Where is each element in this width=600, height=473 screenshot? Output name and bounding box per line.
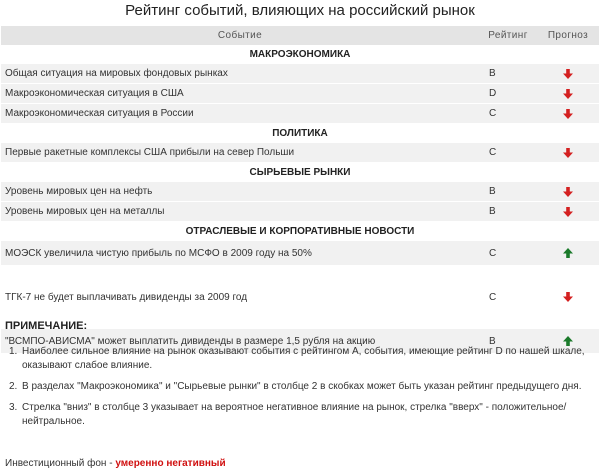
- section-title: ОТРАСЛЕВЫЕ И КОРПОРАТИВНЫЕ НОВОСТИ: [1, 222, 599, 242]
- note-item: [5, 380, 595, 394]
- forecast-cell: [537, 104, 599, 124]
- row-spacer: [1, 310, 599, 330]
- note-text: Стрелка "вниз" в столбце 3 указывает на вероятное негативное влияние на рынок, стрелка "вверх" - положительное/нейтральное.: [22, 402, 567, 427]
- investment-label: Инвестиционный фон -: [5, 458, 116, 469]
- forecast-cell: [537, 241, 599, 266]
- arrow-down-icon: [562, 108, 574, 120]
- table-row: [1, 202, 599, 222]
- rating-cell: C: [479, 285, 537, 310]
- rating-cell: B: [479, 329, 537, 354]
- forecast-cell: [537, 84, 599, 104]
- notes-list: [5, 338, 595, 429]
- table-row: [1, 64, 599, 84]
- arrow-down-icon: [562, 88, 574, 100]
- table-row: [1, 182, 599, 202]
- note-text: В разделах "Макроэкономика" и "Сырьевые рынки" в столбце 2 в скобках может быть указан рейтинг предыдущего дня.: [22, 381, 582, 392]
- row-spacer-cell: [1, 266, 599, 286]
- rating-cell: C: [479, 143, 537, 163]
- rating-cell: D: [479, 84, 537, 104]
- table-row: [1, 143, 599, 163]
- event-cell: Уровень мировых цен на металлы: [1, 202, 479, 222]
- arrow-down-icon: [562, 186, 574, 198]
- rating-cell: C: [479, 104, 537, 124]
- table-row: [1, 104, 599, 124]
- row-spacer-cell: [1, 310, 599, 330]
- note-item: [5, 345, 595, 373]
- section-title: СЫРЬЕВЫЕ РЫНКИ: [1, 163, 599, 183]
- section-title: МАКРОЭКОНОМИКА: [1, 45, 599, 64]
- table-body: [1, 45, 599, 354]
- section-header-row: [1, 124, 599, 144]
- rating-cell: B: [479, 182, 537, 202]
- investment-background: [5, 458, 226, 469]
- section-header-row: [1, 45, 599, 64]
- note-item: [5, 401, 595, 429]
- forecast-cell: [537, 143, 599, 163]
- forecast-cell: [537, 285, 599, 310]
- table-row: [1, 84, 599, 104]
- arrow-down-icon: [562, 206, 574, 218]
- notes-title: ПРИМЕЧАНИЕ:: [5, 320, 88, 332]
- arrow-down-icon: [562, 291, 574, 303]
- column-header-forecast: Прогноз: [537, 26, 599, 45]
- rating-cell: B: [479, 64, 537, 84]
- note-text: Наиболее сильное влияние на рынок оказывают события с рейтингом А, события, имеющие рейтинг D по нашей шкале, оказывают слабое влияние.: [22, 346, 585, 371]
- row-spacer: [1, 266, 599, 286]
- note-number: 1.: [9, 346, 18, 357]
- event-cell: Макроэкономическая ситуация в США: [1, 84, 479, 104]
- table-row: [1, 241, 599, 266]
- table-header-row: [1, 26, 599, 45]
- forecast-cell: [537, 64, 599, 84]
- event-cell: Общая ситуация на мировых фондовых рынках: [1, 64, 479, 84]
- section-title: ПОЛИТИКА: [1, 124, 599, 144]
- event-cell: МОЭСК увеличила чистую прибыль по МСФО в 2009 году на 50%: [1, 241, 479, 266]
- event-cell: "ВСМПО-АВИСМА" может выплатить дивиденды в размере 1,5 рубля на акцию: [1, 329, 479, 354]
- rating-cell: C: [479, 241, 537, 266]
- note-number: 3.: [9, 402, 18, 413]
- column-header-event: Событие: [1, 26, 479, 45]
- note-number: 2.: [9, 381, 18, 392]
- section-header-row: [1, 163, 599, 183]
- arrow-up-icon: [562, 247, 574, 259]
- forecast-cell: [537, 182, 599, 202]
- table-row: [1, 285, 599, 310]
- investment-value: умеренно негативный: [115, 458, 226, 469]
- section-header-row: [1, 222, 599, 242]
- rating-cell: B: [479, 202, 537, 222]
- event-cell: ТГК-7 не будет выплачивать дивиденды за 2009 год: [1, 285, 479, 310]
- arrow-down-icon: [562, 147, 574, 159]
- event-cell: Уровень мировых цен на нефть: [1, 182, 479, 202]
- column-header-rating: Рейтинг: [479, 26, 537, 45]
- arrow-down-icon: [562, 68, 574, 80]
- event-cell: Первые ракетные комплексы США прибыли на север Польши: [1, 143, 479, 163]
- events-rating-table: [1, 26, 599, 354]
- forecast-cell: [537, 202, 599, 222]
- event-cell: Макроэкономическая ситуация в России: [1, 104, 479, 124]
- page-title: Рейтинг событий, влияющих на российский рынок: [125, 2, 475, 19]
